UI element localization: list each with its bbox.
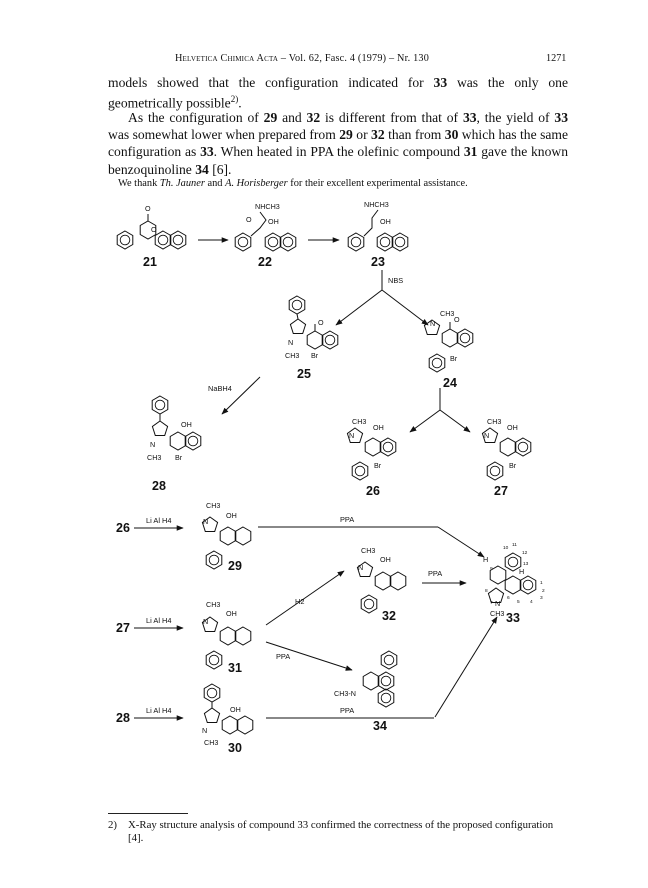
compound-29: [202, 501, 250, 573]
atom-numbering: [485, 542, 545, 606]
compound-24: [424, 309, 472, 390]
atom-ch3: CH3: [352, 417, 367, 426]
phenyl-ring: [206, 651, 222, 669]
reaction-arrow: [435, 617, 497, 717]
compound-number-31: 31: [228, 661, 242, 675]
compound-26: [347, 417, 395, 498]
reagent-nabh4: NaBH4: [208, 384, 232, 393]
atom-number: 4: [530, 600, 533, 605]
tetralin-ring: [235, 527, 251, 545]
atom-n: N: [349, 431, 355, 440]
footnote-marker: 2): [108, 819, 117, 831]
atom-n: N: [203, 517, 209, 526]
phenyl-ring: [117, 231, 133, 249]
compound-number-28: 28: [116, 711, 130, 725]
atom-h: H: [519, 567, 525, 576]
atom-number: 3: [540, 596, 543, 601]
atom-ch3: CH3: [490, 609, 505, 618]
atom-o: O: [246, 215, 252, 224]
atom-ch3: CH3: [204, 738, 219, 747]
reagent-lialh4: Li Al H4: [146, 516, 172, 525]
phenyl-ring: [487, 462, 503, 480]
text-run: We thank: [118, 178, 160, 189]
text-run: which has the same configuration as: [108, 127, 568, 160]
compound-ref: 32: [371, 127, 385, 143]
reaction-arrow: [410, 410, 440, 432]
atom-ch3: CH3: [206, 600, 221, 609]
journal-name: Helvetica Chimica Acta: [175, 53, 279, 64]
atom-number: 5: [517, 600, 520, 605]
atom-n: N: [288, 338, 294, 347]
phenyl-ring: [152, 396, 168, 414]
text-run: As the configuration of: [128, 110, 264, 125]
naphthalene-ring: [377, 233, 393, 251]
atom-br: Br: [509, 461, 517, 470]
pyrrolidine-ring: [152, 421, 167, 436]
compound-number-22: 22: [258, 255, 272, 269]
phenyl-ring: [289, 296, 305, 314]
atom-ch3n: CH3-N: [334, 689, 356, 698]
compound-number-29: 29: [228, 559, 242, 573]
atom-number: 11: [512, 543, 517, 548]
bond: [297, 314, 298, 319]
compound-33: [483, 542, 545, 625]
benzo-ring: [322, 331, 338, 349]
compound-25: [285, 296, 338, 381]
cyclohexane-ring: [222, 716, 238, 734]
atom-number: 1: [540, 581, 543, 586]
atom-ch3: CH3: [440, 309, 455, 318]
atom-nhch3: NHCH3: [255, 202, 280, 211]
text-run: is different from that of: [320, 110, 463, 125]
naphthalene-ring: [378, 672, 394, 690]
compound-30: [202, 684, 253, 755]
benzo-ring: [457, 329, 473, 347]
atom-o: O: [454, 315, 460, 324]
person-name: A. Horisberger: [225, 178, 288, 189]
footnote-ref[interactable]: 2): [230, 94, 239, 105]
atom-ch3: CH3: [361, 546, 376, 555]
compound-number-26: 26: [116, 521, 130, 535]
reagent-lialh4: Li Al H4: [146, 616, 172, 625]
compound-number-24: 24: [443, 376, 457, 390]
tetralin-ring: [237, 716, 253, 734]
atom-n: N: [430, 319, 436, 328]
cyclohexane-ring: [220, 527, 236, 545]
compound-number-27: 27: [116, 621, 130, 635]
atom-br: Br: [175, 453, 183, 462]
naphthalene-ring: [265, 233, 281, 251]
atom-n: N: [203, 617, 209, 626]
footnote: [108, 819, 568, 846]
footnote-rule: [108, 813, 188, 814]
compound-34: [334, 651, 397, 733]
atom-number: 2: [542, 589, 545, 594]
compound-ref: 32: [306, 110, 321, 125]
compound-22: [235, 202, 296, 269]
footnote-text: X-Ray structure analysis of compound 33 confirmed the correctness of the proposed configuration [4].: [128, 819, 554, 845]
person-name: Th. Jauner: [159, 178, 205, 189]
ring-c: [505, 576, 521, 594]
atom-number: 7: [490, 601, 493, 606]
compound-number-32: 32: [382, 609, 396, 623]
compound-number-30: 30: [228, 741, 242, 755]
compound-number-28: 28: [152, 479, 166, 493]
atom-n: N: [150, 440, 156, 449]
text-run: [6].: [208, 161, 232, 177]
compound-32: [357, 546, 405, 623]
atom-oh: OH: [507, 423, 518, 432]
naphthalene-ring: [280, 233, 296, 251]
atom-ch3: CH3: [285, 351, 300, 360]
aromatic-ring: [520, 576, 536, 594]
text-run: .: [238, 95, 242, 111]
compound-number-33: 33: [506, 611, 520, 625]
compound-ref: 33: [433, 75, 448, 90]
text-run: gave the known benzoquinoline: [108, 144, 569, 177]
atom-n: N: [484, 431, 490, 440]
compound-ref: 30: [444, 127, 459, 143]
atom-nhch3: NHCH3: [364, 200, 389, 209]
compound-23: [348, 200, 408, 269]
compound-number-27: 27: [494, 484, 508, 498]
reagent-ppa: PPA: [340, 515, 355, 524]
compound-ref: 29: [339, 127, 353, 143]
compound-number-23: 23: [371, 255, 385, 269]
phenyl-ring: [429, 354, 445, 372]
cyclohexane-ring: [375, 572, 391, 590]
cyclohexenone-ring: [307, 331, 323, 349]
compound-ref: 33: [200, 144, 214, 160]
reagent-ppa: PPA: [340, 706, 355, 715]
cyclohexene-ring: [170, 432, 186, 450]
reagent-nbs: NBS: [388, 276, 404, 285]
atom-ch3: CH3: [147, 453, 162, 462]
atom-ch3: CH3: [487, 417, 502, 426]
chain-bond: [251, 212, 266, 236]
journal-details: – Vol. 62, Fasc. 4 (1979) – Nr. 130: [278, 53, 429, 64]
reagent-ppa: PPA: [276, 652, 291, 661]
phenyl-ring: [206, 551, 222, 569]
phenyl-ring: [352, 462, 368, 480]
pyrrolidine-ring: [290, 319, 305, 334]
atom-br: Br: [450, 354, 458, 363]
benzo-ring: [515, 438, 531, 456]
compound-number-25: 25: [297, 367, 311, 381]
text-run: . When heated in PPA the olefinic compound: [213, 144, 464, 160]
phenyl-ring: [235, 233, 251, 251]
phenyl-ring: [361, 595, 377, 613]
reagent-lialh4: Li Al H4: [146, 706, 172, 715]
tetralin-ring: [235, 627, 251, 645]
compound-number-34: 34: [373, 719, 387, 733]
reaction-arrow: [382, 290, 428, 325]
atom-number: 13: [523, 562, 529, 567]
atom-n: N: [202, 726, 208, 735]
atom-oh: OH: [226, 609, 237, 618]
atom-oh: OH: [268, 217, 279, 226]
benzo-ring: [380, 438, 396, 456]
reaction-arrow: [266, 571, 344, 625]
compound-number-21: 21: [143, 255, 157, 269]
atom-number: 8: [485, 589, 488, 594]
phenyl-ring: [348, 233, 364, 251]
atom-oh: OH: [181, 420, 192, 429]
text-run: models showed that the configuration indicated for: [108, 75, 434, 90]
text-run: and: [204, 178, 226, 189]
chain-bond: [364, 210, 378, 236]
compound-31: [202, 600, 250, 675]
naphthalene-ring: [392, 233, 408, 251]
compound-21: [117, 204, 186, 269]
atom-number: 6: [507, 596, 510, 601]
atom-ch3: CH3: [206, 501, 221, 510]
text-run: was somewhat lower when prepared from: [108, 127, 340, 143]
naphthalene-ring: [170, 231, 186, 249]
text-run: was the only one geometrically possible: [108, 75, 569, 111]
reaction-arrow: [438, 527, 484, 557]
compound-ref: 34: [195, 161, 209, 177]
compound-28: [147, 396, 201, 493]
atom-n: N: [495, 599, 501, 608]
benzo-ring: [185, 432, 201, 450]
tetralin-ring: [390, 572, 406, 590]
atom-o: O: [151, 225, 157, 234]
reaction-arrow: [222, 377, 260, 414]
reagent-ppa: PPA: [428, 569, 443, 578]
pyrrolidine-ring: [204, 708, 219, 723]
atom-oh: OH: [373, 423, 384, 432]
reagent-h2: H2: [295, 597, 305, 606]
text-run: than from: [384, 127, 445, 143]
atom-oh: OH: [230, 705, 241, 714]
reaction-arrow: [440, 410, 470, 432]
atom-oh: OH: [380, 555, 391, 564]
compound-ref: 33: [462, 110, 477, 125]
text-run: and: [277, 110, 307, 125]
atom-br: Br: [311, 351, 319, 360]
atom-o: O: [145, 204, 151, 213]
text-run: or: [352, 127, 372, 143]
text-run: for their excellent experimental assistance.: [287, 178, 468, 189]
phenyl-ring: [204, 684, 220, 702]
cyclohexene-ring: [365, 438, 381, 456]
compound-ref: 31: [463, 144, 478, 160]
atom-br: Br: [374, 461, 382, 470]
atom-h: H: [483, 555, 489, 564]
page-number: 1271: [546, 53, 567, 64]
cyclohexene-ring: [220, 627, 236, 645]
compound-27: [482, 417, 530, 498]
atom-n: N: [358, 563, 364, 572]
atom-o: O: [318, 318, 324, 327]
atom-number: 10: [503, 546, 509, 551]
naphthalene-ring: [155, 231, 171, 249]
naphthalene-ring: [378, 689, 394, 707]
atom-oh: OH: [380, 217, 391, 226]
cyclohexenone-ring: [442, 329, 458, 347]
text-run: , the yield of: [476, 110, 555, 125]
compound-ref: 33: [554, 110, 568, 125]
compound-ref: 29: [263, 110, 278, 125]
atom-oh: OH: [226, 511, 237, 520]
atom-number: 12: [522, 551, 528, 556]
phenyl-ring: [381, 651, 397, 669]
atom-number: 9: [490, 567, 493, 572]
piperidine-ring: [363, 672, 379, 690]
compound-number-26: 26: [366, 484, 380, 498]
reaction-arrow: [336, 290, 382, 325]
cyclohexene-ring: [500, 438, 516, 456]
